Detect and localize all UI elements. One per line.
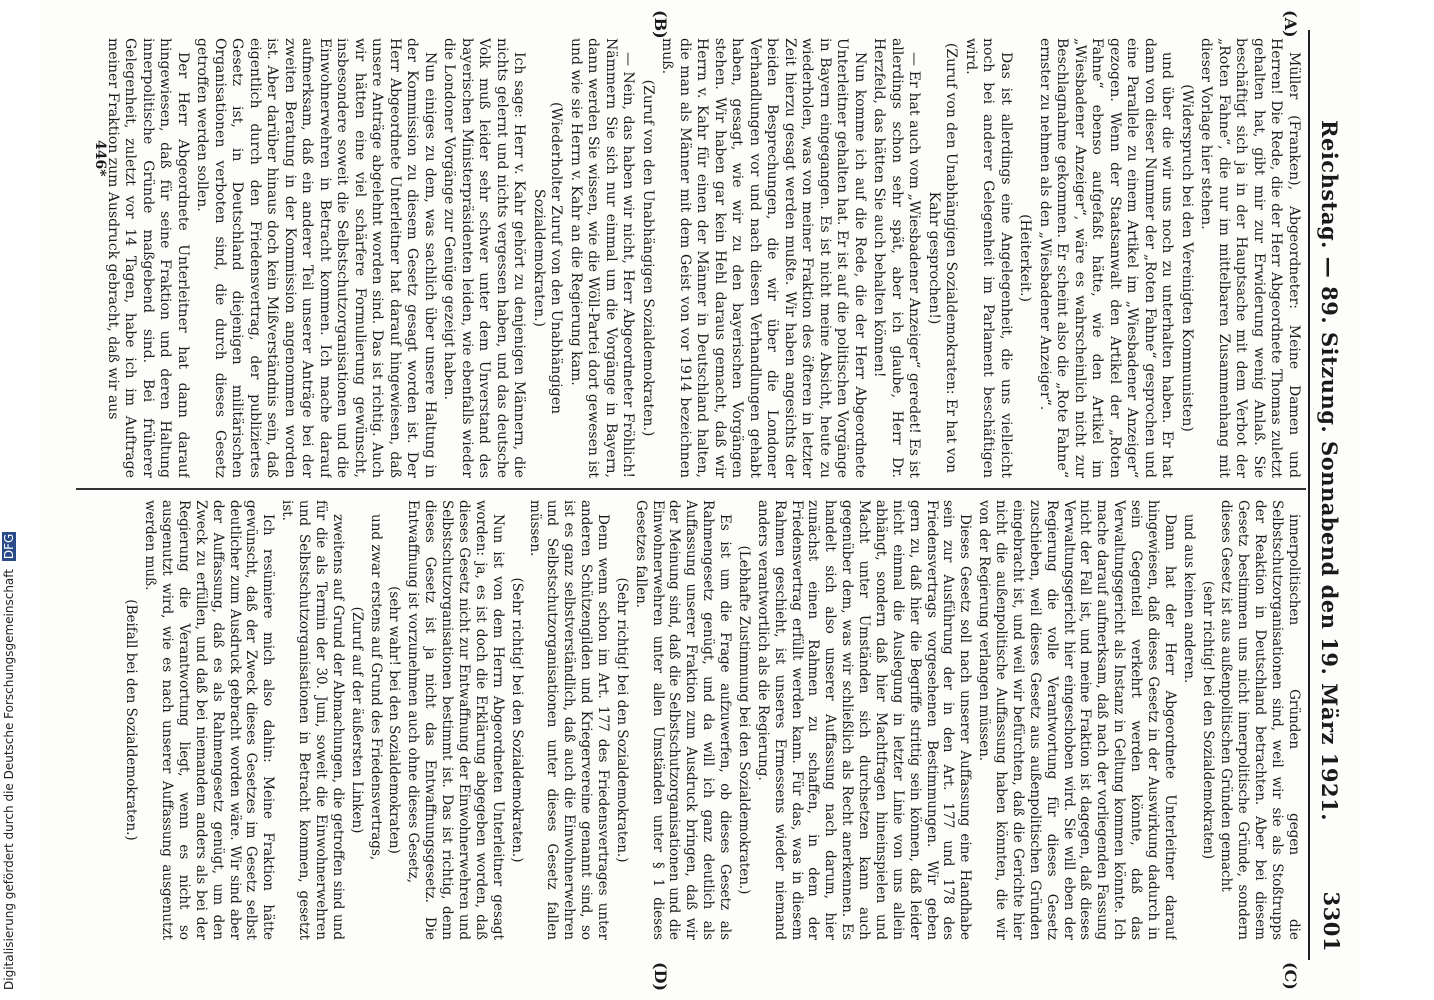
margin-mark-b: (B) [651, 10, 670, 39]
dfg-note-text: Digitalisierung gefördert durch die Deutsche Forschungsgemeinschaft [2, 568, 16, 990]
paragraph: Ich resümiere mich also dahin: Meine Fraktion hätte gewünscht, daß der Zweck dieses Gesetzes im Gesetz selbst deutlicher zum Ausdruck gebracht worden wäre. Wir sind aber der Auffassung, daß es als Rahmengesetz genügt, um den Zweck zu erfüllen, und daß bei niemandem anders als bei der Regierung die Verantwortung liegt, wenn es nicht so ausgenutzt wird, wie es nach unserer Auffassung ausgenutzt werden muß. [142, 500, 277, 940]
paragraph: (Lebhafte Zustimmung bei den Sozialdemokraten.) [736, 545, 752, 895]
paragraph: (Zuruf von den Unabhängigen Sozialdemokraten.) [640, 79, 656, 437]
paragraph: Denn wenn schon im Art. 177 des Friedensvertrages unter anderen Schützengilden und Kriegervereine genannt sind, so ist es ganz selbstverständlich, daß auch die Einwohnerwehren und Selbstschutzorganisationen unter dieses Gesetz fallen müssen. [527, 500, 611, 940]
paragraph: Nun komme ich auf die Rede, die der Herr Abgeordnete Unterleitner gehalten hat. Er ist auf die politischen Vorgänge in Bayern eingegangen. Es ist nicht meine Absicht, heute zu wiederholen, was von meiner Fraktion des öfteren in letzter Zeit hierzu gesagt werden mußte. Wir haben angesichts der beiden Besprechungen, die wir über die Londoner Verhandlungen vor und nach diesen Verhandlungen gehabt haben, gesagt, wie wir zu den bayerischen Vorgängen stehen. Wir haben gar kein Hehl daraus gemacht, daß wir Herrn v. Kahr für einen der Männer in Deutschland halten, die man als Männer mit dem Geist von vor 1914 bezeichnen muß. [659, 38, 868, 478]
paragraph: Ich sage: Herr v. Kahr gehört zu denjenigen Männern, die nichts gelernt und nichts vergessen haben, und das deutsche Volk muß leider sehr schwer unter dem Unverstand des bayerischen Ministerpräsidenten leiden, wie ebenfalls wieder die Londoner Vorgänge zur Genüge gezeigt haben. [441, 38, 528, 478]
dfg-side-note [2, 532, 16, 990]
margin-mark-a: (A) [1281, 10, 1300, 38]
dfg-logo: DFG [2, 533, 16, 560]
left-text-column [82, 38, 1302, 478]
page-header [1308, 30, 1346, 960]
right-text-column [82, 500, 1302, 940]
paragraph: und aus keinen anderen. [1180, 514, 1197, 684]
column-divider [76, 488, 1306, 490]
paragraph: (Sehr richtig! bei den Sozialdemokraten.) [508, 577, 525, 863]
paragraph: (sehr richtig! bei den Sozialdemokraten) [1199, 580, 1216, 860]
paragraph: (Wiederholter Zuruf von den Unabhängigen Sozialdemokraten.) [531, 101, 565, 415]
paragraph: Nun einiges zu dem, was sachlich über unsere Haltung in der Kommission zu diesem Gesetz gesagt worden ist. Der Herr Abgeordnete Unterleitner hat darauf hingewiesen, daß unsere Anträge abgelehnt worden sind. Das ist richtig. Auch wir hätten eine viel schärfere Formulierung gewünscht, insbesondere soweit die Selbstschutzorganisationen und die Einwohnerwehren in Betracht kommen. Ich mache darauf aufmerksam, daß ein anderer Teil unserer Anträge bei der zweiten Beratung in der Kommission angenommen worden ist. Aber darüber hinaus doch kein Mißverständnis sein, daß eigentlich durch den Friedensvertrag, der publiziertes Gesetz ist, in Deutschland diejenigen militärischen Organisationen verboten sind, die durch dieses Gesetz getroffen werden sollen. [194, 38, 438, 478]
paragraph: (Beifall bei den Sozialdemokraten.) [123, 599, 140, 841]
paragraph: und über die wir uns noch zu unterhalten haben. Er hat dann von dieser Nummer der „Roten Fahne“ gesprochen und eine Parallele zu einem Artikel im „Wiesbadener Anzeiger“ gezogen. Wenn der Staatsanwalt den Artikel der „Roten Fahne“ ebenso aufgefaßt hätte, wie den Artikel im „Wiesbadener Anzeiger“, wäre es wahrscheinlich nicht zur Beschlagnahme gekommen. Er scheint also die „Rote Fahne“ ernster zu nehmen als den „Wiesbadener Anzeiger“. [1037, 38, 1176, 478]
paragraph: (Sehr richtig! bei den Sozialdemokraten.) [613, 577, 630, 863]
paragraph: (sehr wahr! bei den Sozialdemokraten) [386, 586, 403, 854]
paragraph: (Heiterkeit.) [1017, 214, 1034, 302]
paragraph: und zwar erstens auf Grund des Friedensvertrags, [367, 514, 384, 861]
margin-mark-d: (D) [651, 962, 670, 992]
paragraph: Das ist allerdings eine Angelegenheit, die uns vielleicht noch bei anderer Gelegenheit im Parlament beschäftigen wird. [963, 38, 1014, 478]
paragraph: Dann hat der Herr Abgeordnete Unterleitner darauf hingewiesen, daß dieses Gesetz in der Auswirkung dadurch in sein Gegenteil verkehrt werden könnte, daß das Verwaltungsgericht als Instanz in Geltung kommen könnte. Ich mache darauf aufmerksam, daß nach der vorliegenden Fassung nicht der Fall ist, und meine Fraktion ist dagegen, daß dieses Verwaltungsgericht hier eingeschoben wird. Sie will eben der Regierung die volle Verantwortung für dieses Gesetz zuschieben, weil dieses Gesetz aus außenpolitischen Gründen eingebracht ist, und weil wir befürchten, daß die Gerichte hier nicht die außenpolitische Auffassung haben könnten, die wir von der Regierung verlangen müssen. [976, 500, 1178, 940]
paragraph: (Zuruf auf der äußersten Linken) [348, 606, 365, 834]
page-number: 3301 [1319, 891, 1344, 952]
paragraph: Müller (Franken), Abgeordneter: Meine Damen und Herren! Die Rede, die der Herr Abgeordnete Thomas zuletzt gehalten hat, gibt mir zur Erwiderung wenig Anlaß. Sie beschäftigt sich ja in der Hauptsache mit dem Verbot der „Roten Fahne“, die nur im mittelbaren Zusammenhang mit dieser Vorlage hier stehen. [1198, 38, 1302, 478]
paragraph: Dieses Gesetz soll nach unserer Auffassung eine Handhabe sein zur Ausführung der in den Art. 177 und 178 des Friedensvertrags vorgesehenen Bestimmungen. Wir geben gern zu, daß hier die Begriffe strittig sein können, daß leider nicht einmal die Auslegung in letzter Linie von uns allein abhängt, sondern daß hier Machtfragen hineinspielen und Macht unter Umständen sich durchsetzen kann auch gegenüber dem, was wir schließlich als Recht anerkennen. Es handelt sich also unserer Auffassung nach darum, hier zunächst einen Rahmen zu schaffen, in dem der Friedensvertrag erfüllt werden kann. Für das, was in diesem Rahmen geschieht, ist unseres Ermessens wieder niemand anders verantwortlich als die Regierung. [754, 500, 974, 940]
paragraph: zweitens auf Grund der Abmachungen, die getroffen sind und für die als Termin der 30. Juni, soweit die Einwohnerwehren und Selbstschutzorganisationen in Betracht kommen, gesetzt ist. [279, 500, 346, 940]
paragraph: (Widerspruch bei den Vereinigten Kommunisten) [1179, 84, 1195, 432]
paragraph: — Er hat auch vom „Wiesbadener Anzeiger“ geredet! Es ist allerdings schon sehr spät, aber ich glaube, Herr Dr. Herzfeld, das hätten Sie auch behalten können! [871, 38, 923, 478]
paragraph: (Zuruf von den Unabhängigen Sozialdemokraten: Er hat von Kahr gesprochen!) [926, 42, 960, 474]
scanned-page [40, 0, 1360, 1000]
paragraph: Der Herr Abgeordnete Unterleitner hat dann darauf hingewiesen, daß für seine Fraktion und deren Haltung innerpolitische Gründe maßgebend sind. Bei früherer Gelegenheit, zuletzt vor 14 Tagen, habe ich im Auftrage meiner Fraktion zum Ausdruck gebracht, daß wir aus [105, 38, 191, 478]
paragraph: innerpolitischen Gründen gegen die Selbstschutzorganisationen sind, weil wir sie als Stoßtrupps der Reaktion in Deutschland betrachten. Aber bei diesem Gesetz bestimmen uns nicht innerpolitische Gründe, sondern dieses Gesetz ist aus außenpolitischen Gründen gemacht [1218, 500, 1302, 940]
paragraph: — Nein, das haben wir nicht, Herr Abgeordneter Fröhlich! Nämmern Sie sich nur einmal um die Vorgänge in Bayern, dann werden Sie wissen, wie die Wöll-Partei dort gewesen ist und wie sie Herrn v. Kahr an die Regierung kam. [568, 38, 637, 478]
page-signature: 446* [92, 140, 108, 177]
session-title: Reichstag. — 89. Sitzung. Sonnabend den 19. März 1921. [1317, 120, 1342, 822]
margin-mark-c: (C) [1281, 962, 1300, 990]
paragraph: Nun ist von dem Herrn Abgeordneten Unterleitner gesagt worden: ja, es ist doch die Erklärung abgegeben worden, daß dieses Gesetz nicht zur Entwaffnung der Einwohnerwehren und Selbstschutzorganisationen bestimmt ist. Das ist richtig, denn dieses Gesetz ist ja nicht das Entwaffnungsgesetz. Die Entwaffnung ist vorzunehmen auch ohne dieses Gesetz, [405, 500, 506, 940]
paragraph: Es ist um die Frage aufzuwerfen, ob dieses Gesetz als Rahmengesetz genügt, und da will ich ganz deutlich als Auffassung unserer Fraktion zum Ausdruck bringen, daß wir der Meinung sind, daß die Selbstschutzorganisationen und die Einwohnerwehren unter allen Umständen unter § 1 dieses Gesetzes fallen. [632, 500, 734, 940]
